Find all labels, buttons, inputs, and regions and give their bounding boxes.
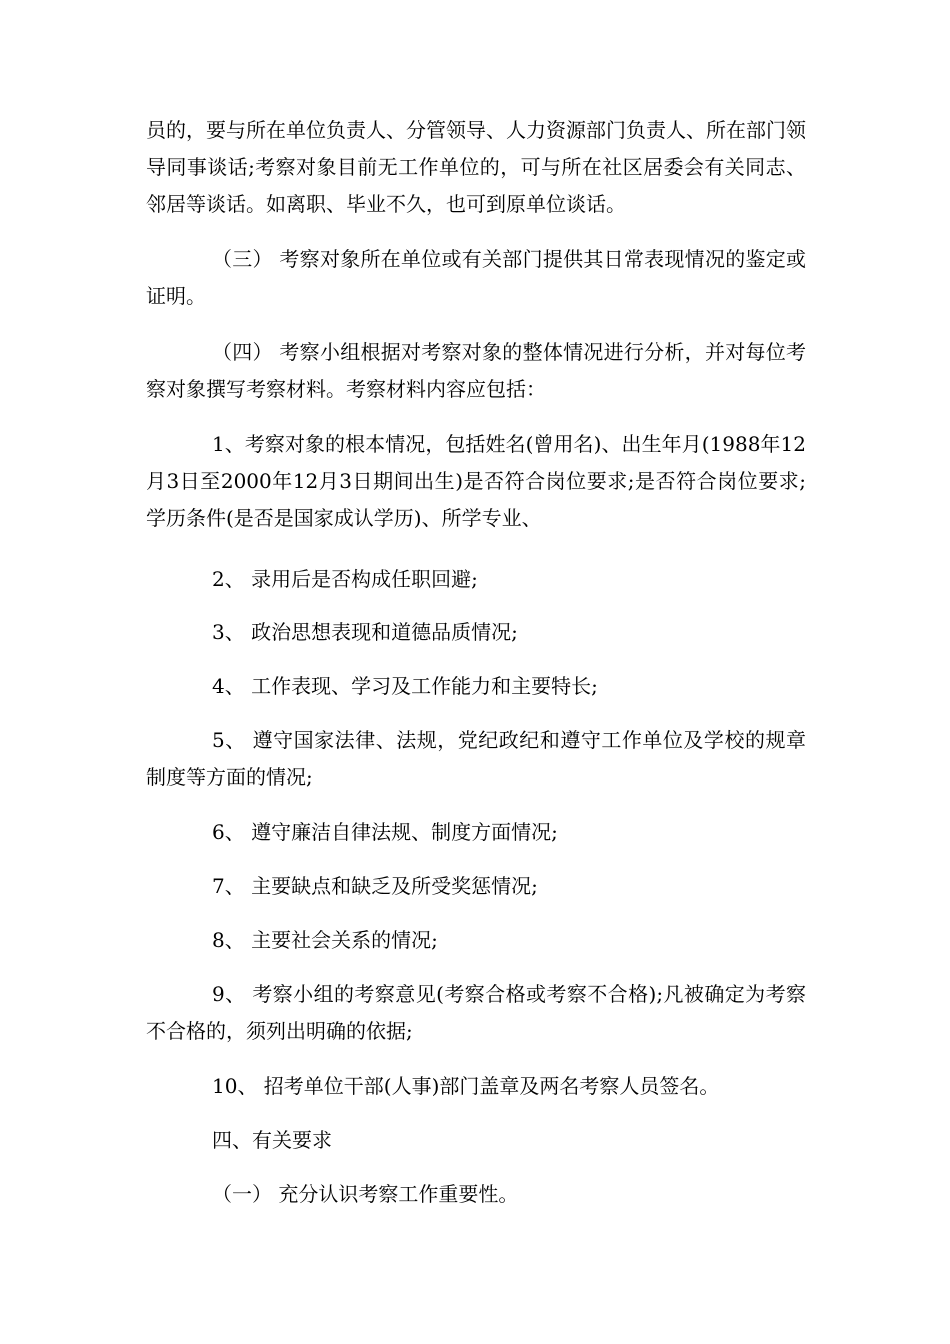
list-item-4: 4、 工作表现、学习及工作能力和主要特长; [212,674,598,698]
list-item-8: 8、 主要社会关系的情况; [212,928,438,952]
list-item-7: 7、 主要缺点和缺乏及所受奖惩情况; [212,874,538,898]
list-item-2: 2、 录用后是否构成任职回避; [212,567,478,591]
list-item-5: 5、 遵守国家法律、法规，党纪政纪和遵守工作单位及学校的规章制度等方面的情况; [146,728,806,789]
list-item-3: 3、 政治思想表现和道德品质情况; [212,620,518,644]
list-item-9: 9、 考察小组的考察意见(考察合格或考察不合格);凡被确定为考察不合格的，须列出明确的依据; [146,982,806,1043]
paragraph-section-3: （三） 考察对象所在单位或有关部门提供其日常表现情况的鉴定或证明。 [146,247,806,308]
list-item-10: 10、 招考单位干部(人事)部门盖章及两名考察人员签名。 [212,1074,720,1098]
paragraph-continuation: 员的，要与所在单位负责人、分管领导、人力资源部门负责人、所在部门领导同事谈话;考察对象目前无工作单位的，可与所在社区居委会有关同志、邻居等谈话。如离职、毕业不久，也可到原单位谈话。 [146,118,806,216]
paragraph-requirement-1: （一） 充分认识考察工作重要性。 [212,1182,519,1206]
section-heading-requirements: 四、有关要求 [212,1128,332,1152]
paragraph-section-4: （四） 考察小组根据对考察对象的整体情况进行分析，并对每位考察对象撰写考察材料。考察材料内容应包括： [146,340,806,401]
list-item-6: 6、 遵守廉洁自律法规、制度方面情况; [212,820,558,844]
list-item-1: 1、考察对象的根本情况，包括姓名(曾用名)、出生年月(1988年12月3日至2000年12月3日期间出生)是否符合岗位要求;是否符合岗位要求;学历条件(是否是国家成认学历)、所学专业、 [146,432,806,530]
